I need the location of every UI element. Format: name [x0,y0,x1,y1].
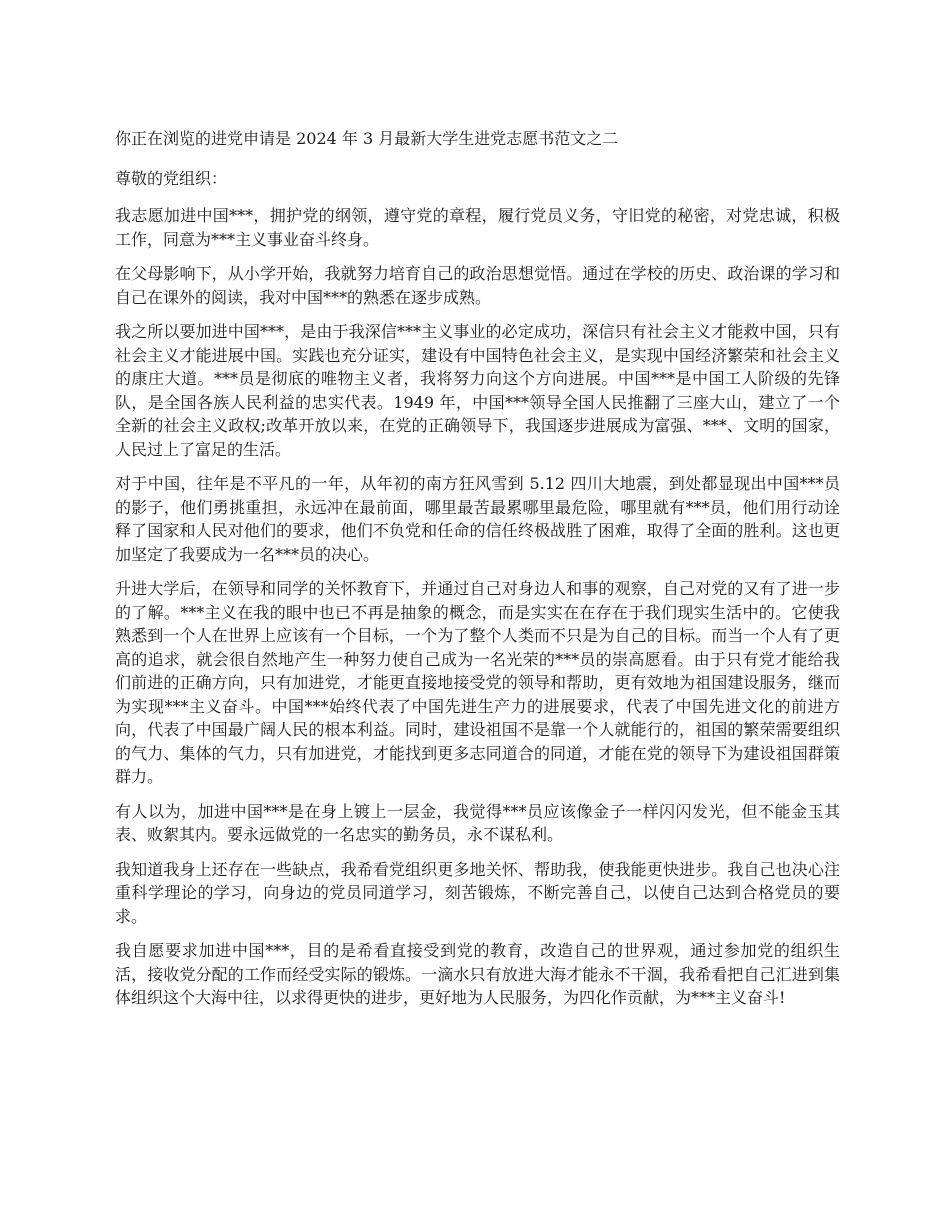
paragraph: 在父母影响下，从小学开始，我就努力培育自己的政治思想觉悟。通过在学校的历史、政治课的学习和自己在课外的阅读，我对中国***的熟悉在逐步成熟。 [115,264,840,307]
document-title: 你正在浏览的进党申请是 2024 年 3 月最新大学生进党志愿书范文之二 [115,129,619,148]
paragraph: 我知道我身上还存在一些缺点，我希看党组织更多地关怀、帮助我，使我能更快进步。我自己也决心注重科学理论的学习，向身边的党员同道学习，刻苦锻炼，不断完善自己，以使自己达到合格党员的要求。 [115,859,840,926]
paragraph: 有人以为，加进中国***是在身上镀上一层金，我觉得***员应该像金子一样闪闪发光，但不能金玉其表、败絮其内。要永远做党的一名忠实的勤务员，永不谋私利。 [115,801,840,844]
paragraph: 我自愿要求加进中国***，目的是希看直接受到党的教育，改造自己的世界观，通过参加党的组织生活，接收党分配的工作而经受实际的锻炼。一滴水只有放进大海才能永不干涸，我希看把自己汇进到集体组织这个大海中往，以求得更快的进步，更好地为人民服务，为四化作贡献，为***主义奋斗! [115,941,840,1007]
salutation: 尊敬的党组织： [115,169,228,188]
paragraph: 升进大学后，在领导和同学的关怀教育下，并通过自己对身边人和事的观察，自己对党的又有了进一步的了解。***主义在我的眼中也已不再是抽象的概念，而是实实在在存在于我们现实生活中的。它使我熟悉到一个人在世界上应该有一个目标，一个为了整个人类而不只是为自己的目标。而当一个人有了更高的追求，就会很自然地产生一种努力使自己成为一名光荣的***员的崇高愿看。由于只有党才能给我们前进的正确方向，只有加进党，才能更直接地接受党的领导和帮助，更有效地为祖国建设服务，继而为实现***主义奋斗。中国***始终代表了中国先进生产力的进展要求，代表了中国先进文化的前进方向，代表了中国最广阔人民的根本利益。同时，建设祖国不是靠一个人就能行的，祖国的繁荣需要组织的气力、集体的气力，只有加进党，才能找到更多志同道合的同道，才能在党的领导下为建设祖国群策群力。 [115,579,840,786]
document-page [115,127,840,1021]
paragraph: 我志愿加进中国***，拥护党的纲领，遵守党的章程，履行党员义务，守旧党的秘密，对党忠诚，积极工作，同意为***主义事业奋斗终身。 [115,206,840,249]
paragraph: 对于中国，往年是不平凡的一年，从年初的南方狂风雪到 5.12 四川大地震，到处都显现出中国***员的影子，他们勇挑重担，永远冲在最前面，哪里最苦最累哪里最危险，哪里就有***员，他们用行动诠释了国家和人民对他们的要求，他们不负党和任命的信任终极战胜了困难，取得了全面的胜利。这也更加坚定了我要成为一名***员的决心。 [115,474,840,564]
paragraph: 我之所以要加进中国***，是由于我深信***主义事业的必定成功，深信只有社会主义才能救中国，只有社会主义才能进展中国。实践也充分证实，建设有中国特色社会主义，是实现中国经济繁荣和社会主义的康庄大道。***员是彻底的唯物主义者，我将努力向这个方向进展。中国***是中国工人阶级的先锋队，是全国各族人民利益的忠实代表。1949 年，中国***领导全国人民推翻了三座大山，建立了一个全新的社会主义政权;改革开放以来，在党的正确领导下，我国逐步进展成为富强、***、文明的国家，人民过上了富足的生活。 [115,322,840,459]
